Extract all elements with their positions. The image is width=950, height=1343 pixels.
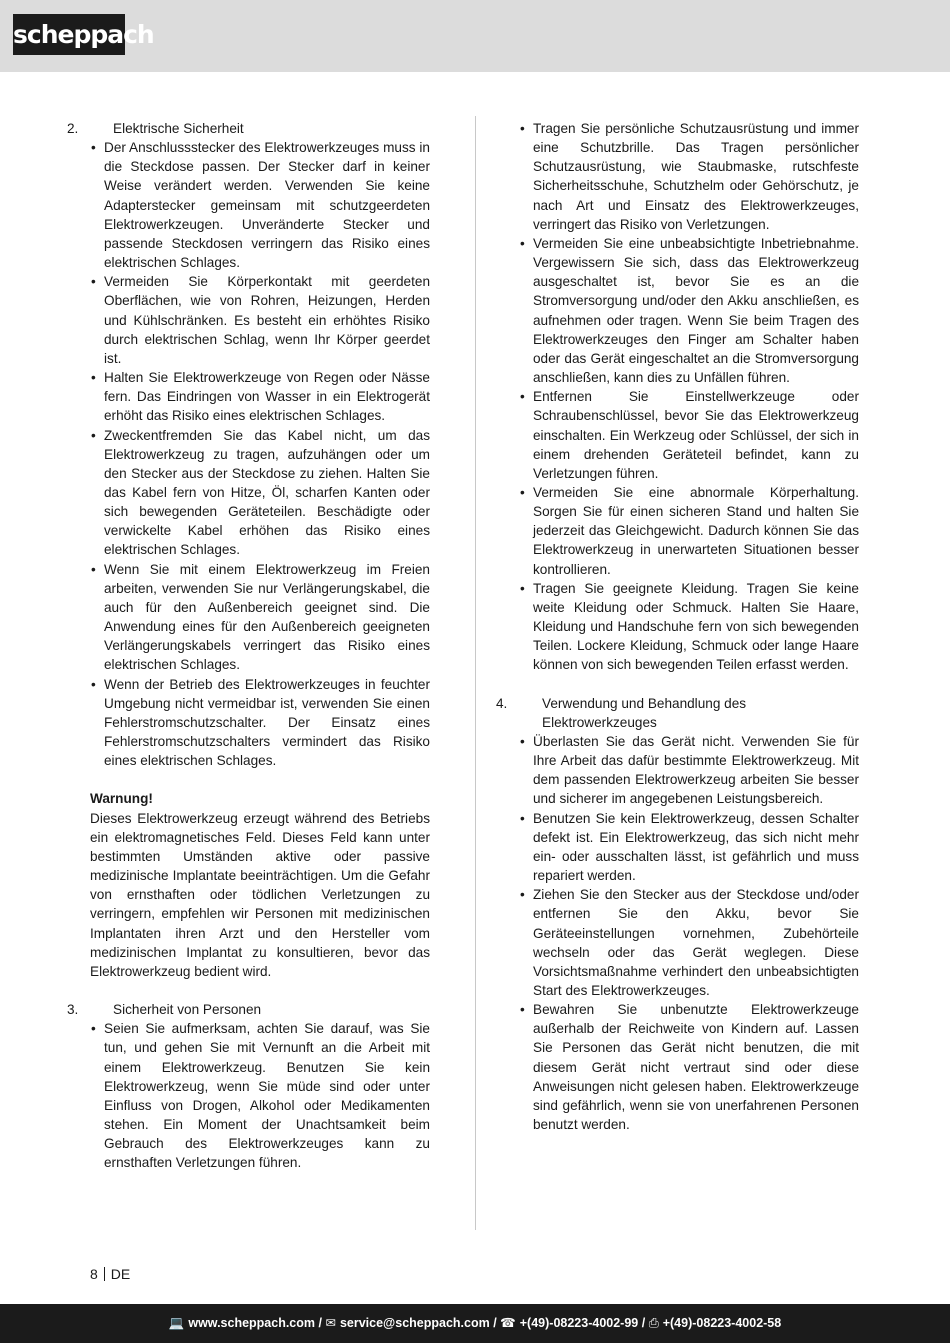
warning-text: Dieses Elektrowerkzeug erzeugt während des Betriebs ein elektromagnetisches Feld. Dieses Feld kann unter bestimmten Umständen aktive oder passive medizinische Implantate beeinträchtigen. Um die Gefahr von ernsthaften oder tödlichen Verletzungen zu verringern, empfehlen wir Personen mit medizinischen Implantaten ihren Arzt und den Hersteller vom medizinischen Implantat zu konsultieren, bevor das Elektrowerkzeug bedient wird.	[90, 810, 430, 979]
page-number-divider	[104, 1267, 105, 1281]
list-item: • Seien Sie aufmerksam, achten Sie darauf, was Sie tun, und gehen Sie mit Vernunft an die Arbeit mit einem Elektrowerkzeug. Benutzen Sie kein Elektrowerkzeug, wenn Sie müde sind oder unter Einfluss von Drogen, Alkohol oder Medikamenten stehen. Ein Moment der Unachtsamkeit beim Gebrauch des Elektrowerkzeuges kann zu ernsthaften Verletzungen führen.	[90, 1019, 430, 1172]
section-4-number: 4.	[496, 695, 508, 711]
section-2-bullet-list	[90, 138, 430, 770]
mail-icon: ✉	[325, 1316, 336, 1330]
contact-bar	[0, 1304, 950, 1343]
list-item: • Ziehen Sie den Stecker aus der Steckdose und/oder entfernen Sie den Akku, bevor Sie Geräteeinstellungen vornehmen, Zubehörteile wechseln oder das Gerät weglegen. Diese Vorsichtsmaßnahme verhindert den unbeabsichtigten Start des Elektrowerkzeuges.	[519, 885, 859, 1000]
list-item: • Vermeiden Sie eine unbeabsichtigte Inbetriebnahme. Vergewissern Sie sich, dass das Elektrowerkzeug ausgeschaltet ist, bevor Sie es an die Stromversorgung und/oder den Akku anschließen, es aufnehmen oder tragen. Wenn Sie beim Tragen des Elektrowerkzeuges den Finger am Schalter haben oder das Gerät eingeschaltet an die Stromversorgung anschließen, kann dies zu Unfällen führen.	[519, 234, 859, 387]
column-divider	[475, 116, 476, 1230]
list-item: • Bewahren Sie unbenutzte Elektrowerkzeuge außerhalb der Reichweite von Kindern auf. Lassen Sie Personen das Gerät nicht benutzen, die mit diesem Gerät nicht vertraut sind oder diese Anweisungen nicht gelesen haben. Elektrowerkzeuge sind gefährlich, wenn sie von unerfahrenen Personen benutzt werden.	[519, 1000, 859, 1134]
section-3-bullet-list	[90, 1019, 430, 1172]
scheppach-logo: scheppach	[13, 14, 125, 55]
section-3-number: 3.	[67, 1002, 79, 1018]
list-item: • Überlasten Sie das Gerät nicht. Verwenden Sie für Ihre Arbeit das dafür bestimmte Elektrowerkzeug. Mit dem passenden Elektrowerkzeug arbeiten Sie besser und sicherer im angegebenen Leistungsbereich.	[519, 732, 859, 809]
section-2-number: 2.	[67, 121, 79, 136]
section-3-continued-bullet-list	[519, 119, 859, 675]
list-item: • Der Anschlussstecker des Elektrowerkzeuges muss in die Steckdose passen. Der Stecker darf in keiner Weise verändert werden. Verwenden Sie keine Adapterstecker gemeinsam mit schutzgeerdeten Elektrowerkzeugen. Unveränderte Stecker und passende Steckdosen verringern das Risiko eines elektrischen Schlages.	[90, 138, 430, 272]
list-item: • Vermeiden Sie eine abnormale Körperhaltung. Sorgen Sie für einen sicheren Stand und halten Sie jederzeit das Gleichgewicht. Dadurch können Sie das Elektrowerkzeug in unerwarteten Situationen besser kontrollieren.	[519, 483, 859, 579]
left-column	[67, 119, 430, 1173]
spacer	[519, 675, 859, 694]
list-item: • Wenn Sie mit einem Elektrowerkzeug im Freien arbeiten, verwenden Sie nur Verlängerungskabel, die auch für den Außenbereich geeignet sind. Die Anwendung eines für den Außenbereich geeigneten Verlängerungskabels verringert das Risiko eines elektrischen Schlages.	[90, 560, 430, 675]
right-column	[496, 119, 859, 1134]
contact-separator: /	[641, 1316, 646, 1330]
section-3-title: Sicherheit von Personen	[113, 1002, 262, 1018]
page-number-value: 8	[90, 1266, 98, 1282]
fax-icon: ⎙	[648, 1316, 659, 1330]
website-link[interactable]: www.scheppach.com	[188, 1316, 316, 1330]
page-header	[0, 0, 950, 72]
list-item: • Tragen Sie persönliche Schutzausrüstung und immer eine Schutzbrille. Das Tragen persönlicher Schutzausrüstung, wie Staubmaske, rutschfeste Sicherheitsschuhe, Schutzhelm oder Gehörschutz, je nach Art und Einsatz des Elektrowerkzeuges, verringert das Risiko von Verletzungen.	[519, 119, 859, 234]
section-4-title: Verwendung und Behandlung des Elektrowerkzeuges	[542, 695, 747, 730]
list-item: • Zweckentfremden Sie das Kabel nicht, um das Elektrowerkzeug zu tragen, aufzuhängen oder um den Stecker aus der Steckdose zu ziehen. Halten Sie das Kabel fern von Hitze, Öl, scharfen Kanten oder sich bewegenden Geräteteilen. Beschädigte oder verwickelte Kabel erhöhen das Risiko eines elektrischen Schlages.	[90, 426, 430, 560]
section-4-bullet-list	[519, 732, 859, 1134]
contact-separator: /	[493, 1316, 497, 1330]
list-item: • Entfernen Sie Einstellwerkzeuge oder Schraubenschlüssel, bevor Sie das Elektrowerkzeug einschalten. Ein Werkzeug oder Schlüssel, der sich in einem drehenden Geräteteil befindet, kann zu Verletzungen führen.	[519, 387, 859, 483]
section-2-title: Elektrische Sicherheit	[113, 121, 244, 136]
phone-icon: ☎	[500, 1316, 516, 1330]
list-item: • Tragen Sie geeignete Kleidung. Tragen Sie keine weite Kleidung oder Schmuck. Halten Sie Haare, Kleidung und Handschuhe fern von sich bewegenden Teilen. Lockere Kleidung, Schmuck oder lange Haare können von sich bewegenden Teilen erfasst werden.	[519, 579, 859, 675]
section-2-heading	[67, 119, 430, 138]
spacer	[90, 981, 430, 1000]
page-number	[90, 1265, 130, 1283]
list-item: • Halten Sie Elektrowerkzeuge von Regen oder Nässe fern. Das Eindringen von Wasser in ein Elektrogerät erhöht das Risiko eines elektrischen Schlages.	[90, 368, 430, 425]
phone-number[interactable]: +(49)-08223-4002-99	[519, 1316, 639, 1330]
section-4-heading	[496, 694, 859, 732]
laptop-icon: 💻	[168, 1316, 185, 1330]
list-item: • Benutzen Sie kein Elektrowerkzeug, dessen Schalter defekt ist. Ein Elektrowerkzeug, das sich nicht mehr ein- oder ausschalten lässt, ist gefährlich und muss repariert werden.	[519, 809, 859, 886]
page-language: DE	[110, 1266, 131, 1282]
list-item: • Vermeiden Sie Körperkontakt mit geerdeten Oberflächen, wie von Rohren, Heizungen, Herden und Kühlschränken. Es besteht ein erhöhtes Risiko durch elektrischen Schlag, wenn Ihr Körper geerdet ist.	[90, 272, 430, 368]
contact-separator: /	[318, 1316, 322, 1330]
list-item: • Wenn der Betrieb des Elektrowerkzeuges in feuchter Umgebung nicht vermeidbar ist, verwenden Sie einen Fehlerstromschutzschalter. Der Einsatz eines Fehlerstromschutzschalters vermindert das Risiko eines elektrischen Schlages.	[90, 675, 430, 771]
section-3-heading	[67, 1000, 430, 1019]
warning-title: Warnung!	[90, 791, 153, 807]
email-link[interactable]: service@scheppach.com	[339, 1316, 490, 1330]
fax-number[interactable]: +(49)-08223-4002-58	[662, 1316, 782, 1330]
spacer	[90, 770, 430, 789]
